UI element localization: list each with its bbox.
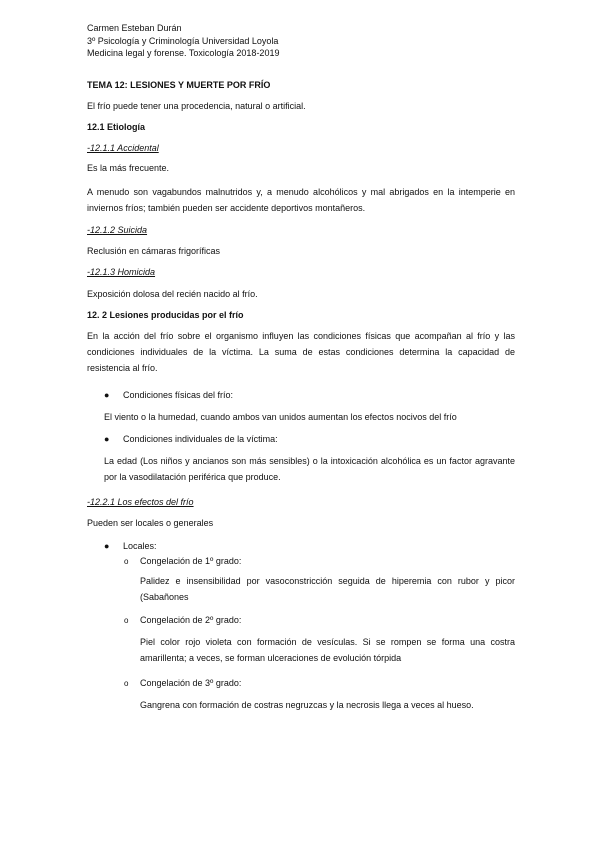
header-author: Carmen Esteban Durán [87, 23, 182, 33]
bullet-condiciones-fisicas: Condiciones físicas del frío: [123, 390, 234, 400]
subsection-label-accidental: -12.1.1 Accidental [87, 143, 159, 153]
grado-2-label: Congelación de 2º grado: [140, 615, 242, 625]
grado-2-text: Piel color rojo violeta con formación de vesículas. Si se rompen se forma una costra amarillenta; a veces, se forman ulceraciones de evolución tórpida [140, 637, 515, 663]
condiciones-individuales-text: La edad (Los niños y ancianos son más sensibles) o la intoxicación alcohólica es un factor agravante por la vasodilatación periférica que produce. [104, 456, 515, 482]
intro-paragraph: El frío puede tener una procedencia, natural o artificial. [87, 101, 306, 111]
bullet-locales: Locales: [123, 541, 157, 551]
bullet-icon: ● [104, 541, 110, 551]
accidental-paragraph-2: A menudo son vagabundos malnutridos y, a menudo alcohólicos y mal abrigados en la intemperie en inviernos fríos; también pueden ser accidente deportivos montañeros. [87, 187, 515, 213]
circle-bullet-icon: o [124, 557, 129, 566]
section-heading-etiologia: 12.1 Etiología [87, 122, 146, 132]
bullet-icon: ● [104, 390, 110, 400]
condiciones-fisicas-text: El viento o la humedad, cuando ambos van unidos aumentan los efectos nocivos del frío [104, 412, 457, 422]
subsection-label-homicida: -12.1.3 Homicida [87, 267, 156, 277]
efectos-paragraph: Pueden ser locales o generales [87, 518, 214, 528]
grado-1-text: Palidez e insensibilidad por vasoconstricción seguida de hiperemia con rubor y picor (Sabañones [140, 576, 515, 602]
accidental-paragraph-1: Es la más frecuente. [87, 163, 170, 173]
lesiones-paragraph: En la acción del frío sobre el organismo influyen las condiciones físicas que acompañan al frío y las condiciones individuales de la víctima. La suma de estas condiciones determina la capacidad de resistencia al frío. [87, 331, 515, 373]
subsection-label-efectos: -12.2.1 Los efectos del frío [87, 497, 194, 507]
circle-bullet-icon: o [124, 616, 129, 625]
document-title: TEMA 12: LESIONES Y MUERTE POR FRÍO [87, 80, 271, 90]
suicida-paragraph: Reclusión en cámaras frigoríficas [87, 246, 221, 256]
section-heading-lesiones: 12. 2 Lesiones producidas por el frío [87, 310, 244, 320]
grado-3-text: Gangrena con formación de costras negruzcas y la necrosis llega a veces al hueso. [140, 700, 474, 710]
bullet-icon: ● [104, 434, 110, 444]
subsection-label-suicida: -12.1.2 Suicida [87, 225, 148, 235]
header-course: 3º Psicología y Criminología Universidad Loyola [87, 36, 279, 46]
grado-3-label: Congelación de 3º grado: [140, 678, 242, 688]
homicida-paragraph: Exposición dolosa del recién nacido al frío. [87, 289, 258, 299]
bullet-condiciones-individuales: Condiciones individuales de la víctima: [123, 434, 278, 444]
circle-bullet-icon: o [124, 679, 129, 688]
grado-1-label: Congelación de 1º grado: [140, 556, 242, 566]
header-subject: Medicina legal y forense. Toxicología 2018-2019 [87, 48, 280, 58]
